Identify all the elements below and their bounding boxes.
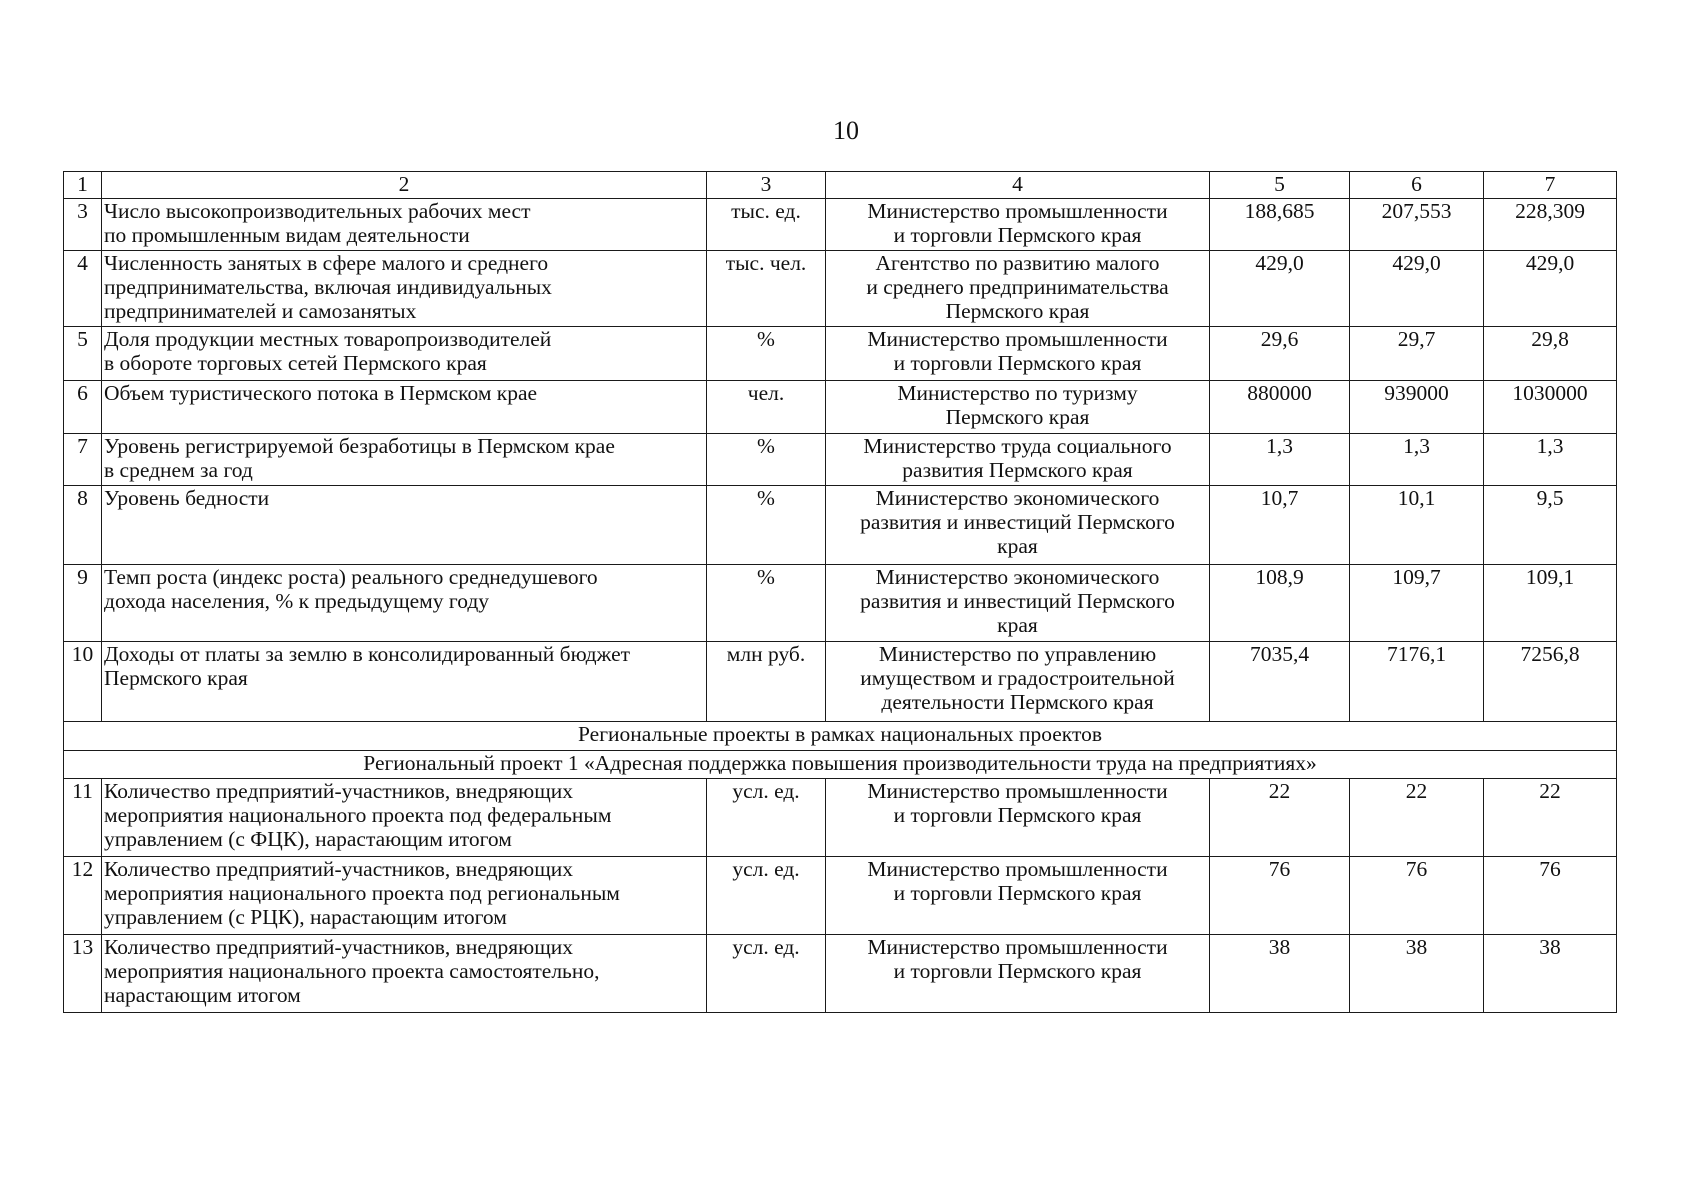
indicator-name-line: предпринимательства, включая индивидуальных bbox=[104, 275, 552, 299]
responsible-body bbox=[826, 327, 1210, 381]
table-row bbox=[64, 327, 1617, 381]
responsible-body bbox=[826, 199, 1210, 251]
value-col7: 429,0 bbox=[1484, 251, 1617, 327]
value-col5: 188,685 bbox=[1210, 199, 1350, 251]
row-number: 10 bbox=[64, 642, 102, 722]
indicator-name bbox=[102, 199, 707, 251]
indicator-name-line: предпринимателей и самозанятых bbox=[104, 299, 417, 323]
indicator-name-line: Число высокопроизводительных рабочих мест bbox=[104, 199, 531, 223]
responsible-line: Министерство труда социального bbox=[863, 434, 1172, 458]
section-title: Региональные проекты в рамках национальных проектов bbox=[64, 722, 1617, 751]
indicator-name bbox=[102, 486, 707, 565]
indicator-name bbox=[102, 857, 707, 935]
value-col5: 29,6 bbox=[1210, 327, 1350, 381]
value-col7: 22 bbox=[1484, 779, 1617, 857]
responsible-line: Пермского края bbox=[945, 299, 1090, 323]
indicator-name-line: мероприятия национального проекта под региональным bbox=[104, 881, 620, 905]
value-col6: 1,3 bbox=[1350, 434, 1484, 486]
row-number: 12 bbox=[64, 857, 102, 935]
value-col7: 1,3 bbox=[1484, 434, 1617, 486]
indicator-name-line: в обороте торговых сетей Пермского края bbox=[104, 351, 487, 375]
responsible-line: Министерство экономического bbox=[875, 565, 1160, 589]
value-col6: 939000 bbox=[1350, 381, 1484, 434]
responsible-line: и среднего предпринимательства bbox=[866, 275, 1169, 299]
responsible-line: и торговли Пермского края bbox=[893, 351, 1142, 375]
unit-cell: млн руб. bbox=[707, 642, 826, 722]
value-col5: 7035,4 bbox=[1210, 642, 1350, 722]
header-cell: 5 bbox=[1210, 172, 1350, 199]
table-row bbox=[64, 381, 1617, 434]
responsible-line: и торговли Пермского края bbox=[893, 803, 1142, 827]
responsible-body bbox=[826, 381, 1210, 434]
page-number: 10 bbox=[833, 116, 859, 145]
indicator-name bbox=[102, 779, 707, 857]
indicator-name-line: управлением (с ФЦК), нарастающим итогом bbox=[104, 827, 512, 851]
row-number: 7 bbox=[64, 434, 102, 486]
responsible-line: Министерство по управлению bbox=[878, 642, 1157, 666]
value-col6: 109,7 bbox=[1350, 565, 1484, 642]
value-col6: 38 bbox=[1350, 935, 1484, 1013]
responsible-body bbox=[826, 935, 1210, 1013]
responsible-line: края bbox=[997, 613, 1038, 637]
table-row bbox=[64, 434, 1617, 486]
value-col7: 109,1 bbox=[1484, 565, 1617, 642]
table-row bbox=[64, 779, 1617, 857]
indicator-name-line: Объем туристического потока в Пермском крае bbox=[104, 381, 538, 405]
responsible-line: Министерство экономического bbox=[875, 486, 1160, 510]
responsible-line: Пермского края bbox=[945, 405, 1090, 429]
responsible-body bbox=[826, 251, 1210, 327]
indicator-name-line: Численность занятых в сфере малого и среднего bbox=[104, 251, 549, 275]
indicator-name-line: нарастающим итогом bbox=[104, 983, 301, 1007]
responsible-line: Министерство промышленности bbox=[867, 935, 1168, 959]
header-cell: 7 bbox=[1484, 172, 1617, 199]
indicator-name-line: по промышленным видам деятельности bbox=[104, 223, 470, 247]
header-cell: 6 bbox=[1350, 172, 1484, 199]
header-row bbox=[64, 172, 1617, 199]
table-row bbox=[64, 565, 1617, 642]
unit-cell: усл. ед. bbox=[707, 935, 826, 1013]
value-col6: 76 bbox=[1350, 857, 1484, 935]
header-cell: 4 bbox=[826, 172, 1210, 199]
table-row bbox=[64, 857, 1617, 935]
value-col5: 108,9 bbox=[1210, 565, 1350, 642]
subsection-row bbox=[64, 751, 1617, 779]
responsible-line: имуществом и градостроительной bbox=[860, 666, 1175, 690]
responsible-line: и торговли Пермского края bbox=[893, 959, 1142, 983]
value-col7: 29,8 bbox=[1484, 327, 1617, 381]
indicator-name-line: управлением (с РЦК), нарастающим итогом bbox=[104, 905, 507, 929]
table-row bbox=[64, 486, 1617, 565]
row-number: 11 bbox=[64, 779, 102, 857]
value-col7: 228,309 bbox=[1484, 199, 1617, 251]
responsible-line: развития Пермского края bbox=[902, 458, 1133, 482]
value-col5: 38 bbox=[1210, 935, 1350, 1013]
unit-cell: % bbox=[707, 486, 826, 565]
indicator-name-line: мероприятия национального проекта самостоятельно, bbox=[104, 959, 600, 983]
unit-cell: тыс. ед. bbox=[707, 199, 826, 251]
indicator-name-line: Количество предприятий-участников, внедряющих bbox=[104, 857, 574, 881]
responsible-body bbox=[826, 779, 1210, 857]
responsible-body bbox=[826, 565, 1210, 642]
unit-cell: усл. ед. bbox=[707, 857, 826, 935]
value-col5: 10,7 bbox=[1210, 486, 1350, 565]
responsible-body bbox=[826, 486, 1210, 565]
value-col5: 22 bbox=[1210, 779, 1350, 857]
indicator-name-line: Темп роста (индекс роста) реального среднедушевого bbox=[104, 565, 598, 589]
value-col6: 207,553 bbox=[1350, 199, 1484, 251]
unit-cell: чел. bbox=[707, 381, 826, 434]
responsible-line: Министерство промышленности bbox=[867, 779, 1168, 803]
responsible-line: Министерство промышленности bbox=[867, 327, 1168, 351]
row-number: 6 bbox=[64, 381, 102, 434]
responsible-line: и торговли Пермского края bbox=[893, 881, 1142, 905]
unit-cell: % bbox=[707, 434, 826, 486]
header-cell: 2 bbox=[102, 172, 707, 199]
responsible-body bbox=[826, 434, 1210, 486]
indicator-name-line: Количество предприятий-участников, внедряющих bbox=[104, 935, 574, 959]
indicator-name-line: Доля продукции местных товаропроизводителей bbox=[104, 327, 552, 351]
responsible-line: Министерство по туризму bbox=[897, 381, 1138, 405]
indicator-name bbox=[102, 565, 707, 642]
row-number: 3 bbox=[64, 199, 102, 251]
value-col7: 9,5 bbox=[1484, 486, 1617, 565]
responsible-line: Министерство промышленности bbox=[867, 199, 1168, 223]
value-col5: 76 bbox=[1210, 857, 1350, 935]
row-number: 4 bbox=[64, 251, 102, 327]
value-col6: 10,1 bbox=[1350, 486, 1484, 565]
value-col6: 22 bbox=[1350, 779, 1484, 857]
indicator-name bbox=[102, 642, 707, 722]
responsible-line: Агентство по развитию малого bbox=[875, 251, 1160, 275]
unit-cell: тыс. чел. bbox=[707, 251, 826, 327]
indicator-name-line: в среднем за год bbox=[104, 458, 253, 482]
table-row bbox=[64, 251, 1617, 327]
responsible-body bbox=[826, 642, 1210, 722]
value-col7: 1030000 bbox=[1484, 381, 1617, 434]
row-number: 9 bbox=[64, 565, 102, 642]
subsection-title: Региональный проект 1 «Адресная поддержка повышения производительности труда на предприятиях» bbox=[64, 751, 1617, 779]
value-col7: 38 bbox=[1484, 935, 1617, 1013]
value-col6: 429,0 bbox=[1350, 251, 1484, 327]
indicator-name-line: мероприятия национального проекта под федеральным bbox=[104, 803, 612, 827]
responsible-line: деятельности Пермского края bbox=[881, 690, 1154, 714]
value-col7: 76 bbox=[1484, 857, 1617, 935]
indicator-name bbox=[102, 251, 707, 327]
indicator-name-line: Доходы от платы за землю в консолидированный бюджет bbox=[104, 642, 631, 666]
responsible-line: края bbox=[997, 534, 1038, 558]
indicator-name-line: дохода населения, % к предыдущему году bbox=[104, 589, 490, 613]
responsible-body bbox=[826, 857, 1210, 935]
responsible-line: развития и инвестиций Пермского bbox=[860, 510, 1175, 534]
table-row bbox=[64, 642, 1617, 722]
unit-cell: усл. ед. bbox=[707, 779, 826, 857]
value-col6: 29,7 bbox=[1350, 327, 1484, 381]
responsible-line: и торговли Пермского края bbox=[893, 223, 1142, 247]
indicator-name-line: Уровень регистрируемой безработицы в Пермском крае bbox=[104, 434, 615, 458]
row-number: 5 bbox=[64, 327, 102, 381]
section-row bbox=[64, 722, 1617, 751]
unit-cell: % bbox=[707, 327, 826, 381]
table-row bbox=[64, 199, 1617, 251]
indicator-name bbox=[102, 434, 707, 486]
row-number: 13 bbox=[64, 935, 102, 1013]
responsible-line: Министерство промышленности bbox=[867, 857, 1168, 881]
value-col5: 1,3 bbox=[1210, 434, 1350, 486]
table-row bbox=[64, 935, 1617, 1013]
responsible-line: развития и инвестиций Пермского bbox=[860, 589, 1175, 613]
indicator-name bbox=[102, 381, 707, 434]
header-cell: 3 bbox=[707, 172, 826, 199]
row-number: 8 bbox=[64, 486, 102, 565]
value-col6: 7176,1 bbox=[1350, 642, 1484, 722]
unit-cell: % bbox=[707, 565, 826, 642]
value-col5: 880000 bbox=[1210, 381, 1350, 434]
header-cell: 1 bbox=[64, 172, 102, 199]
indicator-name bbox=[102, 327, 707, 381]
indicator-name-line: Пермского края bbox=[104, 666, 248, 690]
indicator-name-line: Уровень бедности bbox=[104, 486, 270, 510]
indicator-name bbox=[102, 935, 707, 1013]
value-col7: 7256,8 bbox=[1484, 642, 1617, 722]
value-col5: 429,0 bbox=[1210, 251, 1350, 327]
indicator-name-line: Количество предприятий-участников, внедряющих bbox=[104, 779, 574, 803]
indicators-table bbox=[63, 171, 1617, 1013]
